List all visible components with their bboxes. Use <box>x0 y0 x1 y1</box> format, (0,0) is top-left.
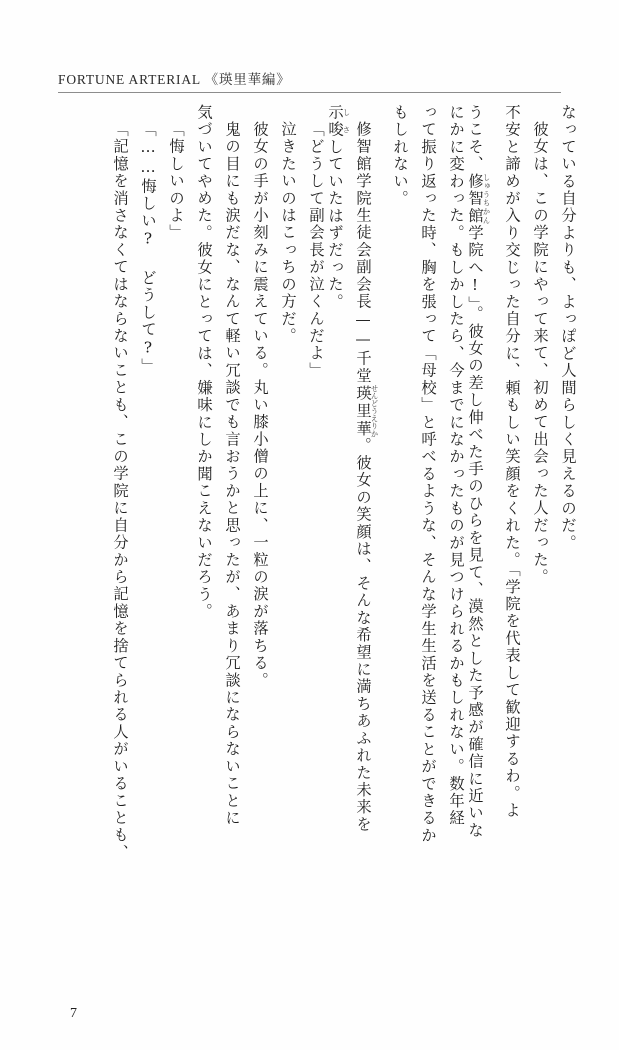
text-column: なっている自分よりも、よっぽど人間らしく見えるのだ。 <box>559 104 577 552</box>
text-column: もしれない。 <box>391 104 409 208</box>
page-body <box>48 104 575 984</box>
text-column: 「悔しいのよ」 <box>167 121 185 242</box>
header-divider <box>58 92 561 93</box>
text-column: 「どうして副会長が泣くんだよ」 <box>307 121 325 380</box>
text-column: 彼女の手が小刻みに震えている。丸い膝小僧の上に、一粒の涙が落ちる。 <box>251 121 269 690</box>
text-column: 泣きたいのはこっちの方だ。 <box>279 121 297 345</box>
text-column: って振り返った時、胸を張って「母校」と呼べるような、そんな学生生活を送ることができるか <box>419 104 437 845</box>
page-number: 7 <box>70 1006 77 1021</box>
running-header <box>58 68 561 94</box>
text-column: 「……悔しい? どうして?」 <box>139 121 157 376</box>
text-column: 修智館学院生徒会副会長——千堂瑛里華せんどうえりか。彼女の笑顔は、そんな希望に満ちあふれた未来を <box>354 121 380 834</box>
text-column: 彼女は、この学院にやって来て、初めて出会った人だった。 <box>531 121 549 586</box>
text-column: 示唆しさしていたはずだった。 <box>326 104 352 311</box>
text-column: 鬼の目にも涙だな、なんて軽い冗談でも言おうかと思ったが、あまり冗談にならないことに <box>223 121 241 827</box>
text-column: にかに変わった。もしかしたら、今までになかったものが見つけられるかもしれない。数年経 <box>447 104 465 827</box>
header-title: FORTUNE ARTERIAL 《瑛里華編》 <box>58 72 291 87</box>
text-column: 不安と諦めが入り交じった自分に、頼もしい笑顔をくれた。「学院を代表して歓迎するわ。よ <box>503 104 521 820</box>
text-column: うこそ、修智館しゅうちかん学院へ!」。彼女の差し伸べた手のひらを見て、漠然とした予感が確信に近いな <box>466 104 492 840</box>
text-column: 気づいてやめた。彼女にとっては、嫌味にしか聞こえないだろう。 <box>195 104 213 621</box>
text-column: 「記憶を消さなくてはならないことも、この学院に自分から記憶を捨てられる人がいることも、 <box>111 121 129 862</box>
